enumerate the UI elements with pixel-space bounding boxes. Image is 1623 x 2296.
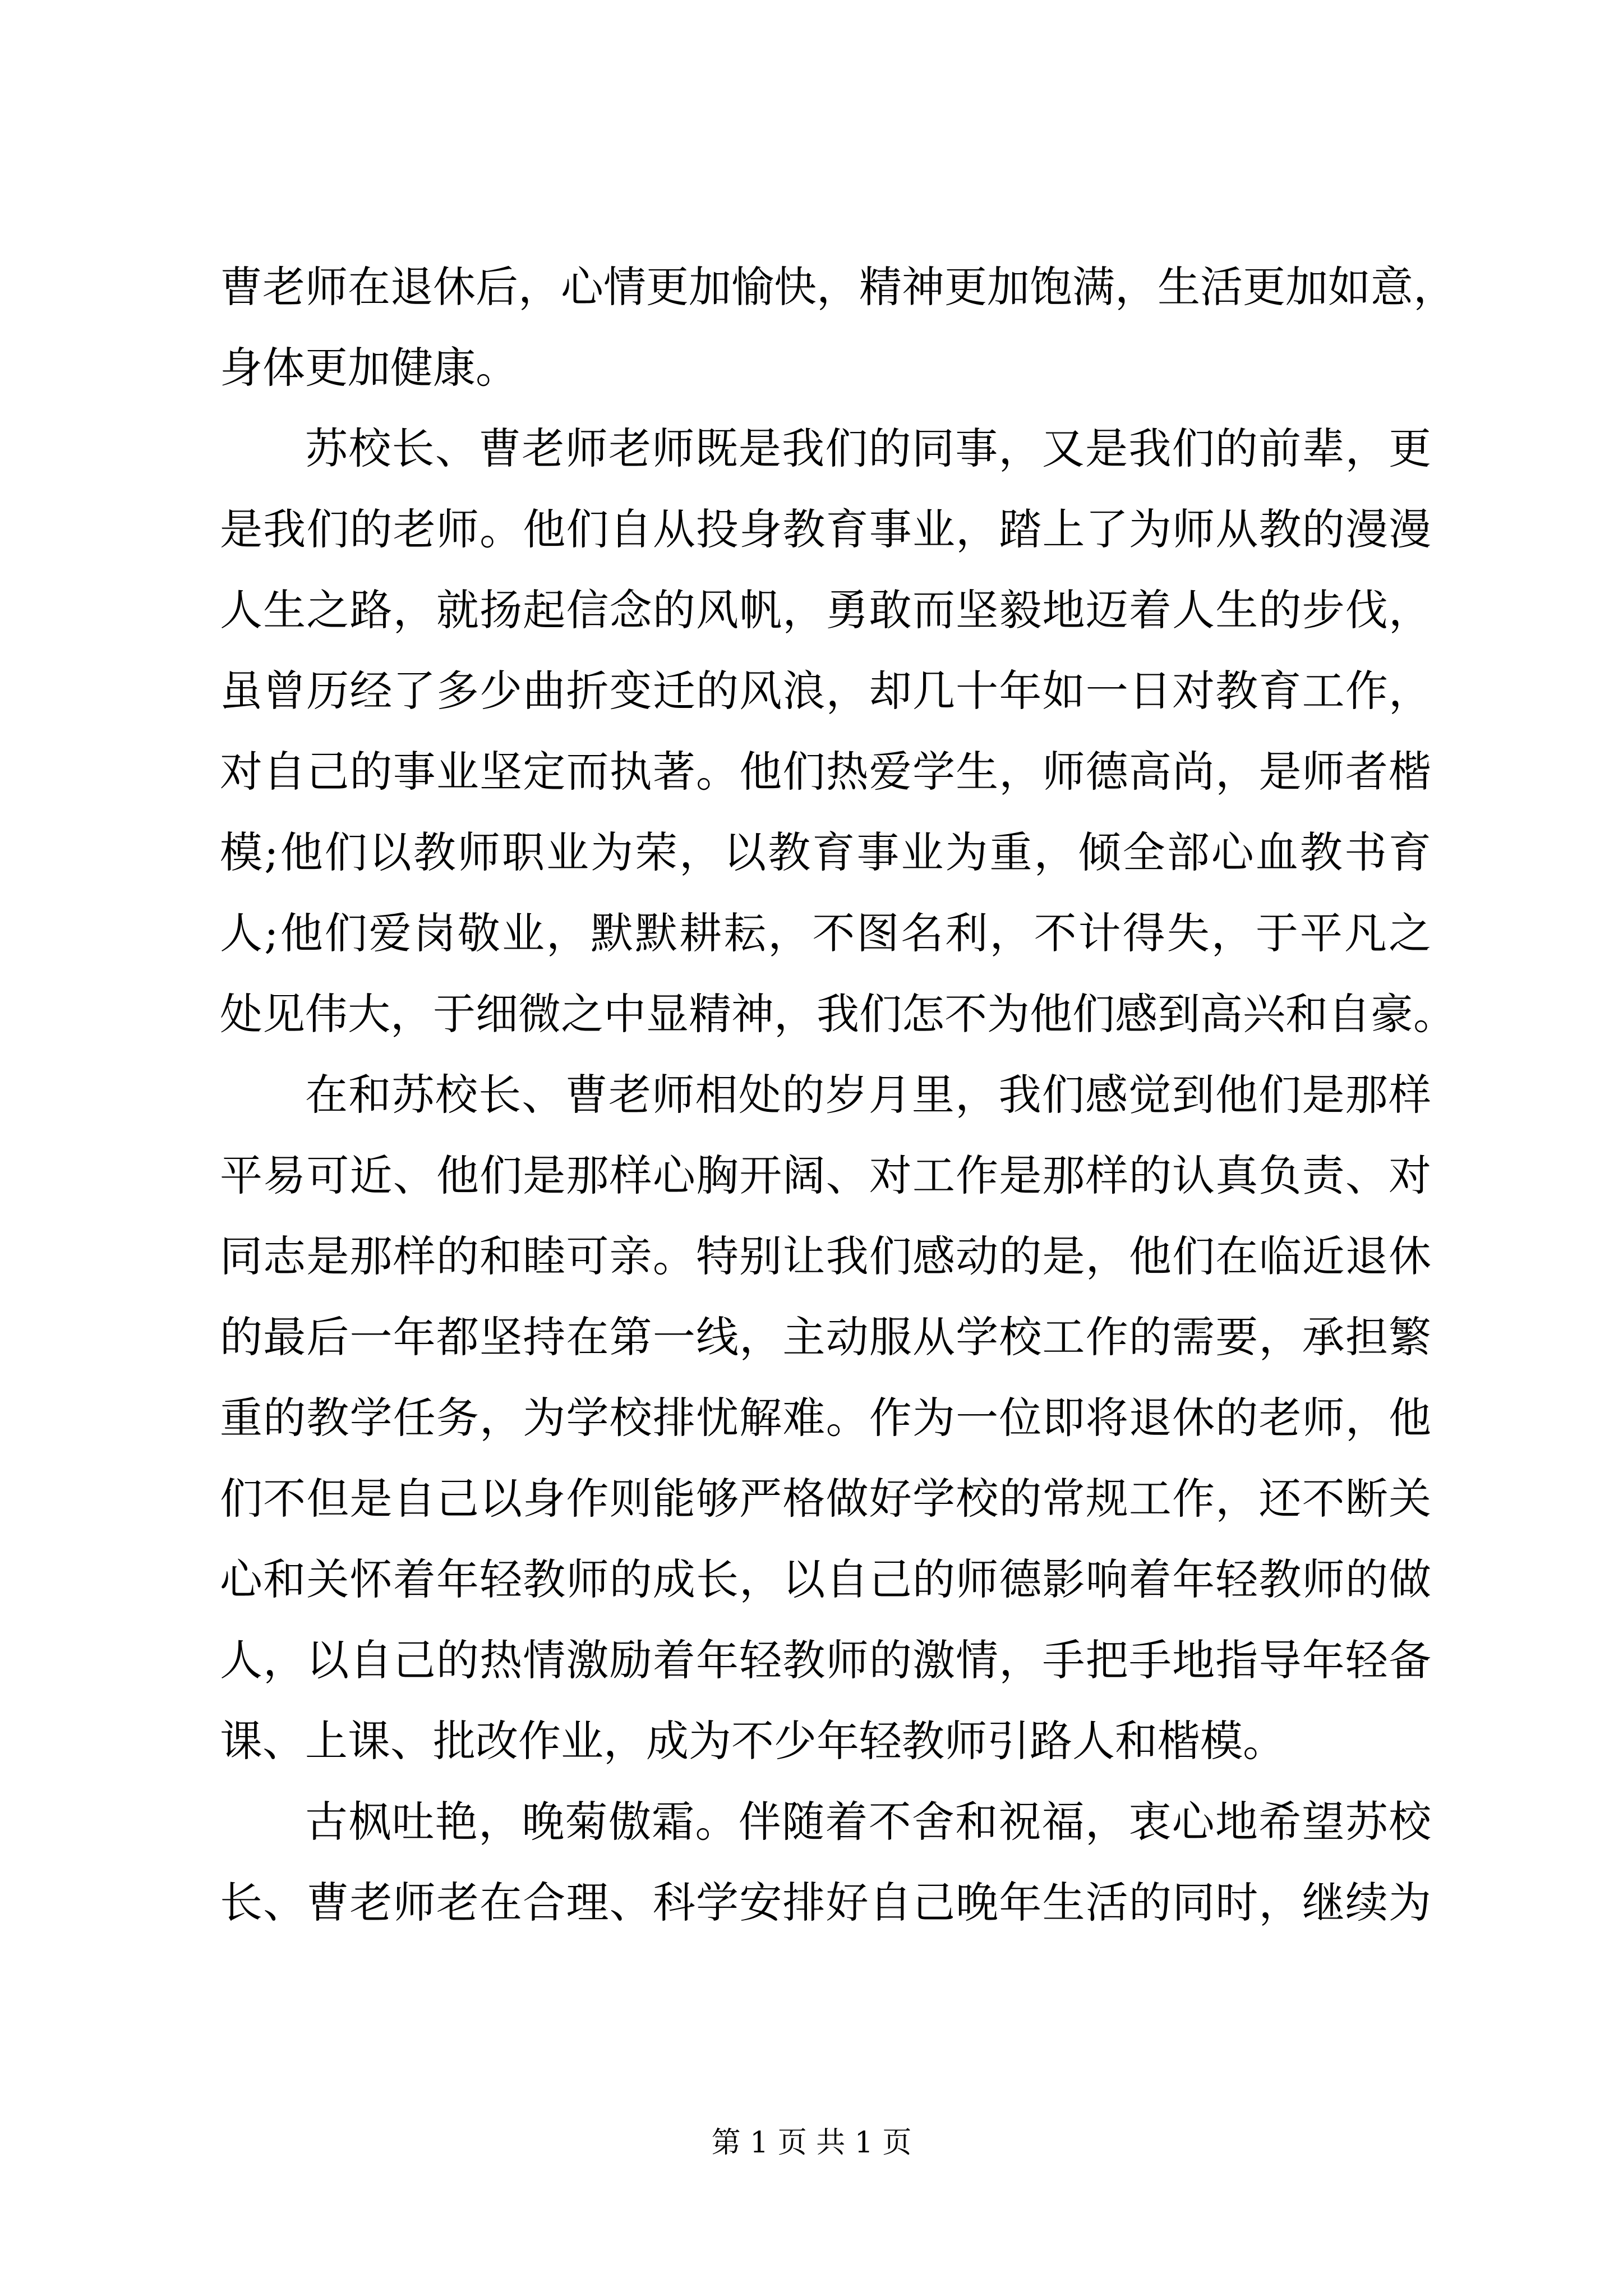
text-line: 身体更加健康。 bbox=[220, 343, 518, 393]
text-line: 对自己的事业坚定而执著。他们热爱学生，师德高尚，是师者楷 bbox=[220, 747, 1431, 797]
text-line: 是我们的老师。他们自从投身教育事业，踏上了为师从教的漫漫 bbox=[220, 504, 1431, 554]
text-line: 处见伟大，于细微之中显精神，我们怎不为他们感到高兴和自豪。 bbox=[220, 989, 1456, 1039]
document-body bbox=[220, 247, 1456, 1943]
text-line: 人;他们爱岗敬业，默默耕耘，不图名利，不计得失，于平凡之 bbox=[220, 908, 1431, 958]
text-line: 同志是那样的和睦可亲。特别让我们感动的是，他们在临近退休 bbox=[220, 1231, 1431, 1281]
text-line: 平易可近、他们是那样心胸开阔、对工作是那样的认真负责、对 bbox=[220, 1151, 1431, 1200]
text-line: 的最后一年都坚持在第一线，主动服从学校工作的需要，承担繁 bbox=[220, 1312, 1431, 1362]
text-line: 课、上课、批改作业，成为不少年轻教师引路人和楷模。 bbox=[220, 1716, 1285, 1766]
text-line: 心和关怀着年轻教师的成长，以自己的师德影响着年轻教师的做 bbox=[220, 1554, 1431, 1604]
page-footer: 第 1 页 共 1 页 bbox=[711, 2126, 912, 2160]
text-line: 人，以自己的热情激励着年轻教师的激情，手把手地指导年轻备 bbox=[220, 1635, 1431, 1685]
text-line: 苏校长、曹老师老师既是我们的同事，又是我们的前辈，更 bbox=[305, 424, 1431, 473]
text-line: 虽曾历经了多少曲折变迁的风浪，却几十年如一日对教育工作， bbox=[220, 666, 1431, 716]
text-line: 重的教学任务，为学校排忧解难。作为一位即将退休的老师，他 bbox=[220, 1393, 1431, 1443]
text-line: 们不但是自己以身作则能够严格做好学校的常规工作，还不断关 bbox=[220, 1474, 1431, 1524]
text-line: 长、曹老师老在合理、科学安排好自己晚年生活的同时，继续为 bbox=[220, 1878, 1431, 1927]
text-line: 曹老师在退休后，心情更加愉快，精神更加饱满，生活更加如意， bbox=[220, 262, 1456, 312]
text-line: 模;他们以教师职业为荣，以教育事业为重，倾全部心血教书育 bbox=[220, 827, 1431, 877]
text-line: 在和苏校长、曹老师相处的岁月里，我们感觉到他们是那样 bbox=[305, 1070, 1431, 1120]
text-line: 古枫吐艳，晚菊傲霜。伴随着不舍和祝福，衷心地希望苏校 bbox=[305, 1797, 1431, 1847]
text-line: 人生之路，就扬起信念的风帆，勇敢而坚毅地迈着人生的步伐， bbox=[220, 585, 1431, 635]
